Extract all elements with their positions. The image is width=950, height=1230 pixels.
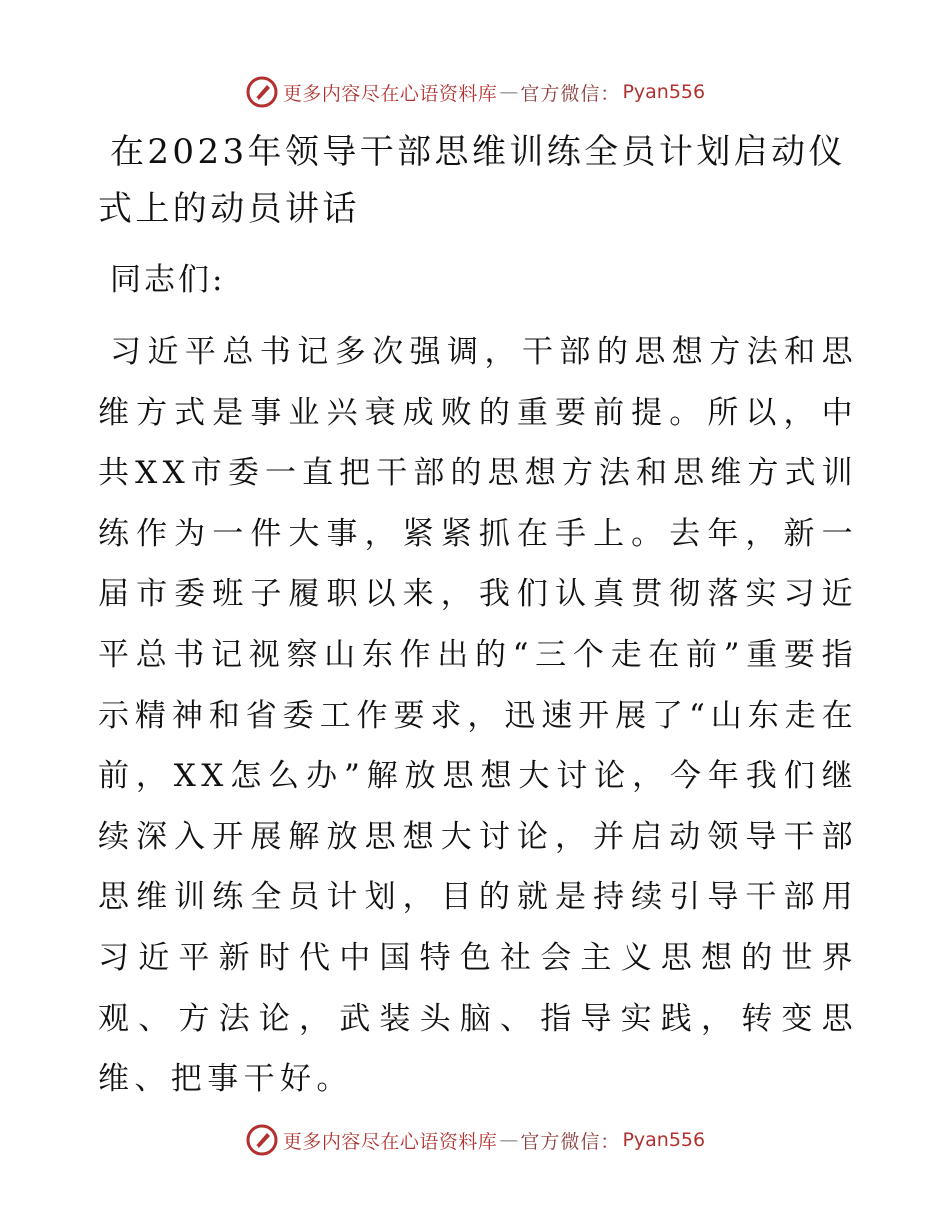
banner-wechat-label: 官方微信： — [520, 1130, 621, 1153]
pen-nib-logo-icon — [245, 1123, 279, 1157]
header-watermark-banner — [0, 72, 950, 112]
pen-nib-logo-icon — [245, 75, 279, 109]
banner-separator: — — [499, 81, 519, 103]
banner-wechat-id: Pyan556 — [622, 81, 706, 103]
banner-main-text: 更多内容尽在心语资料库 — [282, 82, 498, 105]
salutation: 同志们: — [110, 262, 226, 298]
document-title: 在2023年领导干部思维训练全员计划启动仪式上的动员讲话 — [98, 132, 846, 229]
banner-wechat-label: 官方微信： — [520, 82, 621, 105]
banner-wechat-id: Pyan556 — [622, 1129, 706, 1151]
footer-watermark-banner — [0, 1120, 950, 1160]
banner-separator: — — [499, 1129, 519, 1151]
banner-main-text: 更多内容尽在心语资料库 — [282, 1130, 498, 1153]
body-paragraph: 习近平总书记多次强调，干部的思想方法和思维方式是事业兴衰成败的重要前提。所以，中共XX市委一直把干部的思想方法和思维方式训练作为一件大事，紧紧抓在手上。去年，新一届市委班子履职以来，我们认真贯彻落实习近平总书记视察山东作出的“三个走在前”重要指示精神和省委工作要求，迅速开展了“山东走在前，XX怎么办”解放思想大讨论，今年我们继续深入开展解放思想大讨论，并启动领导干部思维训练全员计划，目的就是持续引导干部用习近平新时代中国特色社会主义思想的世界观、方法论，武装头脑、指导实践，转变思维、把事干好。 — [98, 334, 858, 1098]
